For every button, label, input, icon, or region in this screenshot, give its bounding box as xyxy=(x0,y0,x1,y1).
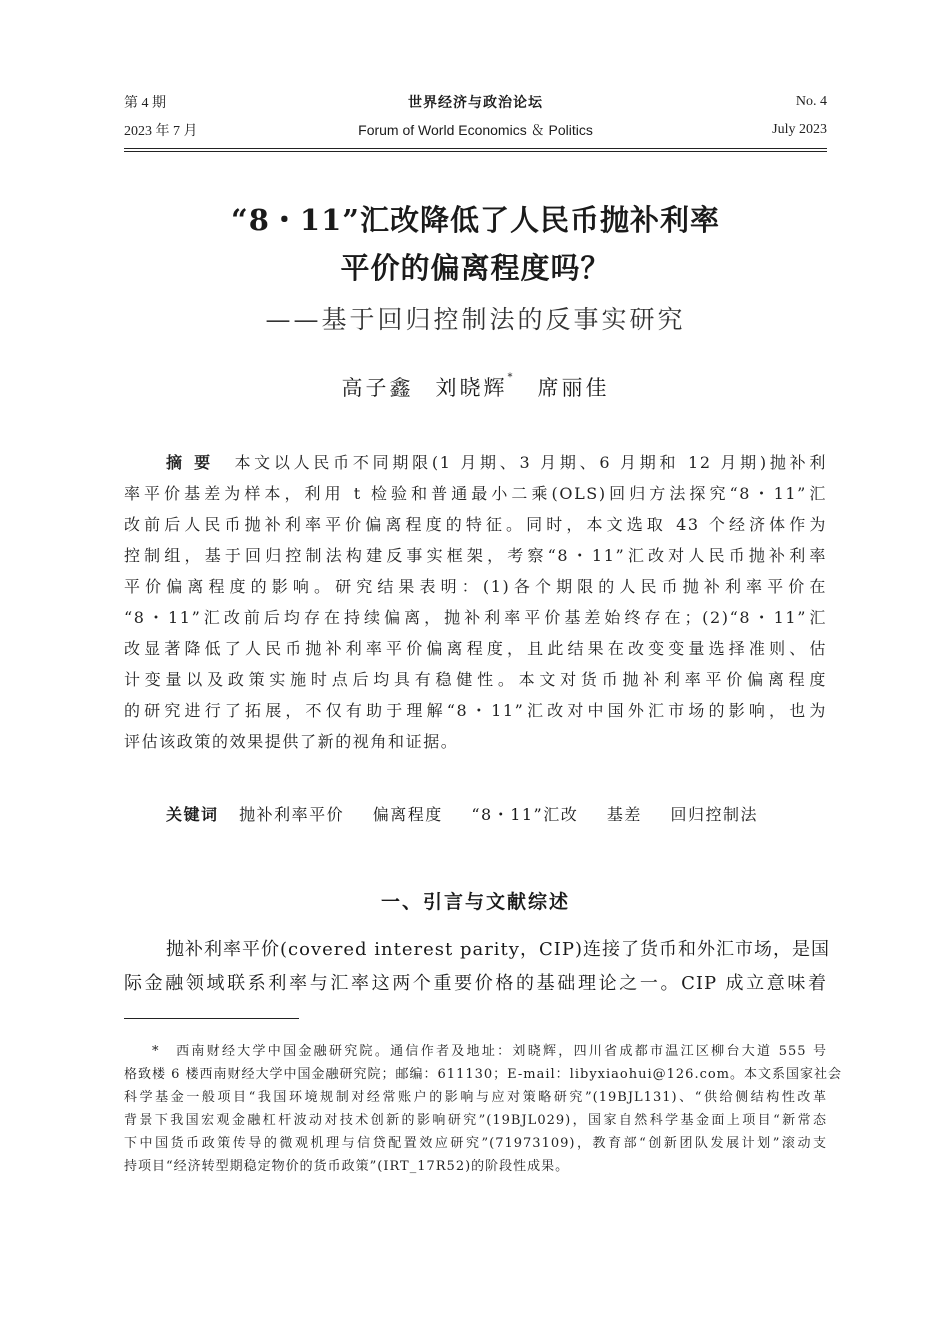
abstract xyxy=(124,447,827,757)
body-paragraph xyxy=(124,933,830,1001)
issue-cn: 第 4 期 xyxy=(124,96,166,111)
keyword: “8・11”汇改 xyxy=(471,805,579,824)
header-rule-top xyxy=(124,148,827,149)
footnote-line: 科学基金一般项目“我国环境规制对经常账户的影响与应对策略研究”(19BJL131)、“供给侧结构性改革 xyxy=(124,1090,827,1105)
author-3: 席丽佳 xyxy=(537,376,610,400)
abstract-line: 评估该政策的效果提供了新的视角和证据。 xyxy=(124,732,459,751)
abstract-line: 改显著降低了人民币抛补利率平价偏离程度，且此结果在改变变量选择准则、估 xyxy=(124,639,827,658)
footnote-line: 持项目“经济转型期稳定物价的货币政策”(IRT_17R52)的阶段性成果。 xyxy=(124,1159,570,1174)
keyword: 回归控制法 xyxy=(670,805,758,824)
abstract-line: 平价偏离程度的影响。研究结果表明：(1)各个期限的人民币抛补利率平价在 xyxy=(124,577,827,596)
header-rule-bottom xyxy=(124,151,827,152)
keywords xyxy=(166,802,780,825)
abstract-line: 控制组，基于回归控制法构建反事实框架，考察“8・11”汇改对人民币抛补利率 xyxy=(124,546,827,565)
abstract-line: “8・11”汇改前后均存在持续偏离，抛补利率平价基差始终存在；(2)“8・11”汇 xyxy=(124,608,827,627)
keyword: 偏离程度 xyxy=(372,805,443,824)
body-line: 抛补利率平价(covered interest parity，CIP)连接了货币和外汇市场，是国 xyxy=(166,939,830,960)
abstract-line: 改前后人民币抛补利率平价偏离程度的特征。同时，本文选取 43 个经济体作为 xyxy=(124,515,827,534)
header-row-2 xyxy=(124,118,827,142)
footnote-line: * 西南财经大学中国金融研究院。通信作者及地址：刘晓辉，四川省成都市温江区柳台大道 555 号 xyxy=(152,1044,827,1059)
body-line: 际金融领域联系利率与汇率这两个重要价格的基础理论之一。CIP 成立意味着 xyxy=(124,973,827,994)
author-list xyxy=(124,372,827,402)
paper-title-line-2: 平价的偏离程度吗？ xyxy=(340,251,611,285)
header-row-1 xyxy=(124,90,827,114)
abstract-line: 率平价基差为样本，利用 t 检验和普通最小二乘(OLS)回归方法探究“8・11”汇 xyxy=(124,484,827,503)
date-en: July 2023 xyxy=(772,122,827,137)
keyword: 基差 xyxy=(606,805,642,824)
date-cn: 2023 年 7 月 xyxy=(124,124,198,139)
keywords-label: 关键词 xyxy=(166,805,219,824)
author-1: 高子鑫 xyxy=(341,376,414,400)
journal-title-cn: 世界经济与政治论坛 xyxy=(408,95,543,111)
abstract-line: 计变量以及政策实施时点后均具有稳健性。本文对货币抛补利率平价偏离程度 xyxy=(124,670,827,689)
abstract-line: 摘要 本文以人民币不同期限(1 月期、3 月期、6 月期和 12 月期)抛补利 xyxy=(166,453,827,472)
journal-title-en: Forum of World Economics ＆ Politics xyxy=(358,122,593,138)
footnote xyxy=(124,1040,843,1178)
abstract-line: 的研究进行了拓展，不仅有助于理解“8・11”汇改对中国外汇市场的影响，也为 xyxy=(124,701,827,720)
corresponding-mark: * xyxy=(507,372,516,383)
footnote-line: 下中国货币政策传导的微观机理与信贷配置效应研究”(71973109)，教育部“创新团队发展计划”滚动支 xyxy=(124,1136,827,1151)
keyword: 抛补利率平价 xyxy=(239,805,345,824)
footnote-rule xyxy=(124,1018,299,1019)
footnote-line: 背景下我国宏观金融杠杆波动对技术创新的影响研究”(19BJL029)，国家自然科学基金面上项目“新常态 xyxy=(124,1113,827,1128)
issue-en: No. 4 xyxy=(795,94,827,109)
footnote-line: 格致楼 6 楼西南财经大学中国金融研究院；邮编：611130；E-mail：libyxiaohui@126.com。本文系国家社会 xyxy=(124,1067,843,1082)
abstract-label: 摘要 xyxy=(166,453,223,472)
author-2: 刘晓辉 xyxy=(435,376,508,400)
paper-subtitle: ——基于回归控制法的反事实研究 xyxy=(265,305,686,334)
paper-title-line-1: “8・11”汇改降低了人民币抛补利率 xyxy=(231,203,720,237)
section-heading: 一、引言与文献综述 xyxy=(380,891,570,913)
